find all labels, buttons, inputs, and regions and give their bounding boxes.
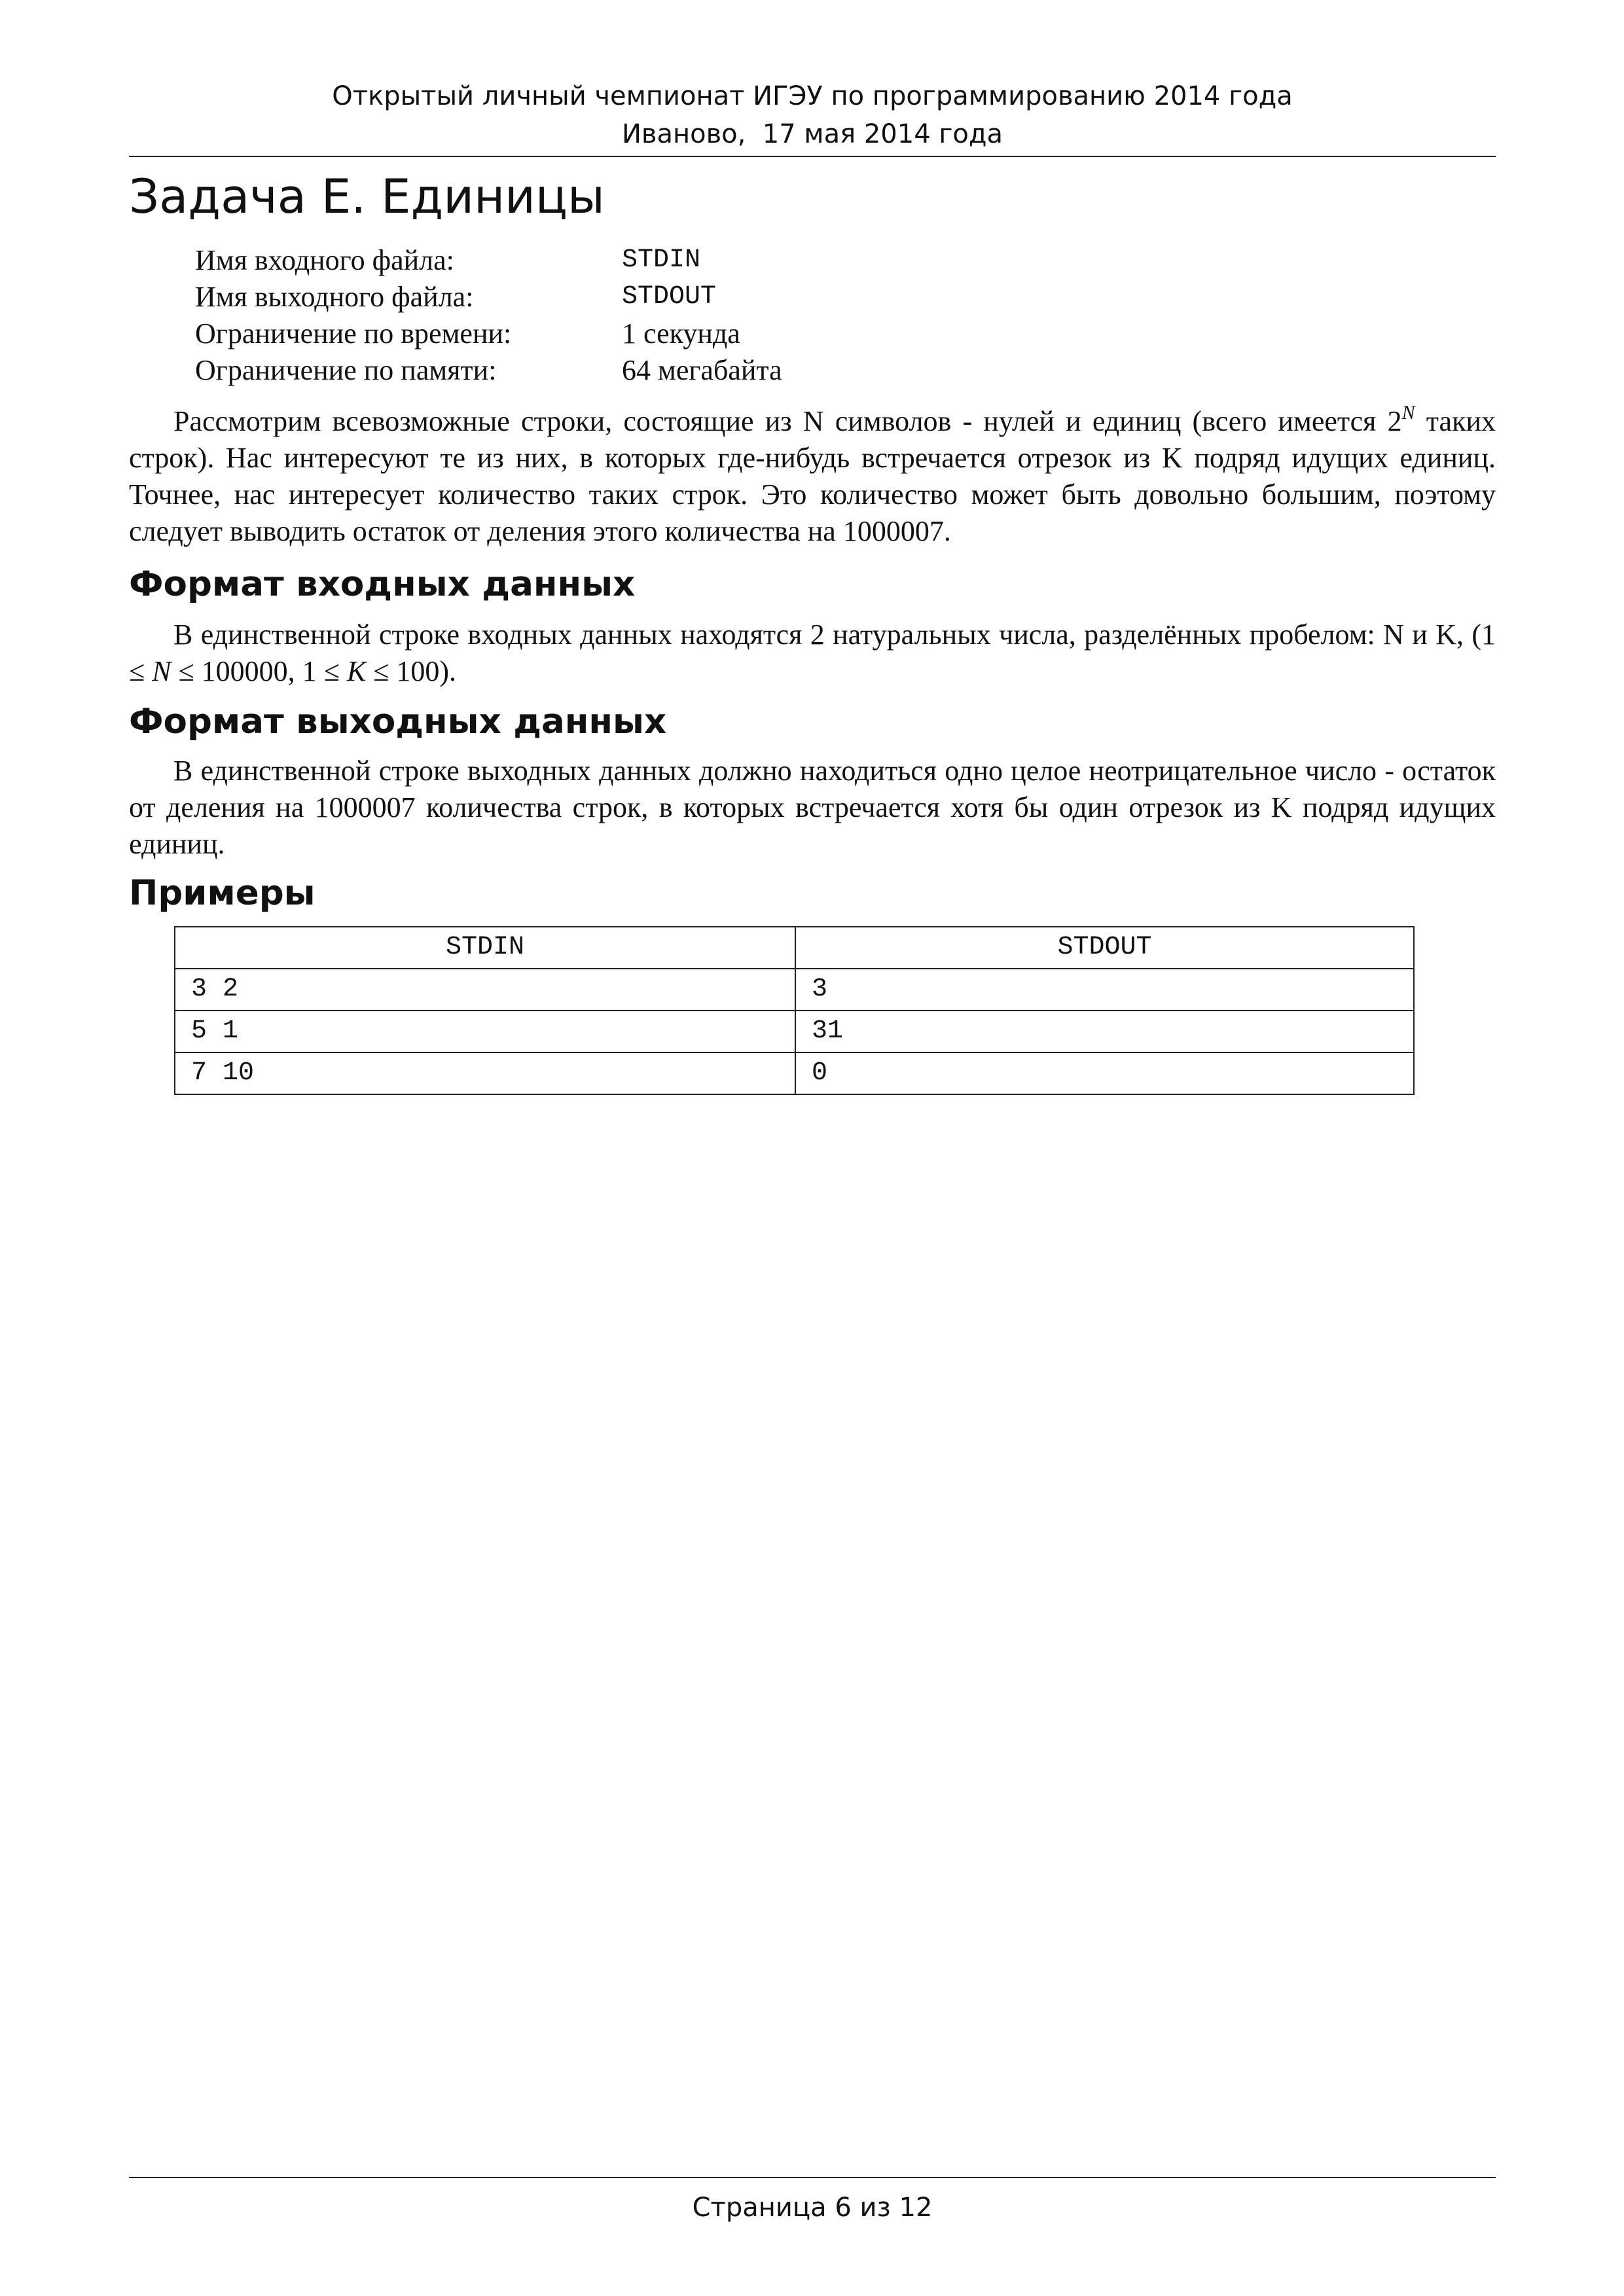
example-output: 31: [795, 1011, 1414, 1052]
output-format-text: В единственной строке выходных данных должно находиться одно целое неотрицательное число - остаток от деления на 1000007 количества строк, в которых встречается хотя бы один отрезок из K подряд идущих единиц.: [129, 755, 1496, 860]
table-row: [175, 969, 1414, 1011]
problem-title: Задача E. Единицы: [129, 169, 605, 224]
input-text-part: ≤ 100).: [366, 655, 456, 687]
input-text-part: В единственной строке входных данных находятся 2 натуральных числа, разделённых пробелом: N и K, (1 ≤: [129, 619, 1496, 687]
footer-divider: [129, 2177, 1496, 2178]
power-exponent: N: [1401, 402, 1415, 423]
limit-value: STDOUT: [622, 282, 717, 312]
limit-value: 64 мегабайта: [622, 354, 782, 386]
example-output: 3: [795, 969, 1414, 1011]
output-format-heading: Формат выходных данных: [129, 702, 667, 742]
examples-table: [174, 926, 1415, 1095]
limit-row-memory: [195, 352, 782, 389]
limit-row-time: [195, 315, 782, 352]
header-contest-title: Открытый личный чемпионат ИГЭУ по программированию 2014 года: [332, 81, 1293, 111]
limit-label: Ограничение по времени:: [195, 317, 512, 350]
header-location-date: Иваново, 17 мая 2014 года: [621, 119, 1003, 149]
var-k: K: [346, 655, 367, 687]
table-row: [175, 1052, 1414, 1094]
limit-row-input-file: [195, 242, 782, 279]
page-number: Страница 6 из 12: [692, 2193, 933, 2223]
power-base: 2: [1387, 405, 1402, 437]
examples-header-row: [175, 927, 1414, 969]
problem-statement: [129, 403, 1496, 550]
limit-value: 1 секунда: [622, 317, 740, 350]
var-n: N: [152, 655, 171, 687]
header-divider: [129, 156, 1496, 157]
page-header: [129, 77, 1496, 153]
example-input: 5 1: [175, 1011, 795, 1052]
table-row: [175, 1011, 1414, 1052]
column-header-stdin: STDIN: [175, 927, 795, 969]
limit-value: STDIN: [622, 245, 701, 275]
limit-label: Ограничение по памяти:: [195, 354, 497, 386]
input-format-heading: Формат входных данных: [129, 564, 636, 604]
example-output: 0: [795, 1052, 1414, 1094]
limits-table: [195, 242, 782, 389]
limit-row-output-file: [195, 279, 782, 315]
example-input: 7 10: [175, 1052, 795, 1094]
statement-text: Рассмотрим всевозможные строки, состоящие из N символов - нулей и единиц (всего имеется: [173, 405, 1388, 437]
examples-heading: Примеры: [129, 873, 316, 913]
limit-label: Имя входного файла:: [195, 244, 454, 276]
column-header-stdout: STDOUT: [795, 927, 1414, 969]
input-text-part: ≤ 100000, 1 ≤: [171, 655, 347, 687]
example-input: 3 2: [175, 969, 795, 1011]
input-format-text: [129, 617, 1496, 690]
limit-label: Имя выходного файла:: [195, 281, 474, 313]
statement-text-continued: таких строк). Нас интересуют те из них, в которых где-нибудь встречается отрезок из K подряд идущих единиц. Точнее, нас интересует количество таких строк. Это количество может быть довольно большим, поэтому следует выводить остаток от деления этого количества на 1000007.: [129, 405, 1496, 547]
